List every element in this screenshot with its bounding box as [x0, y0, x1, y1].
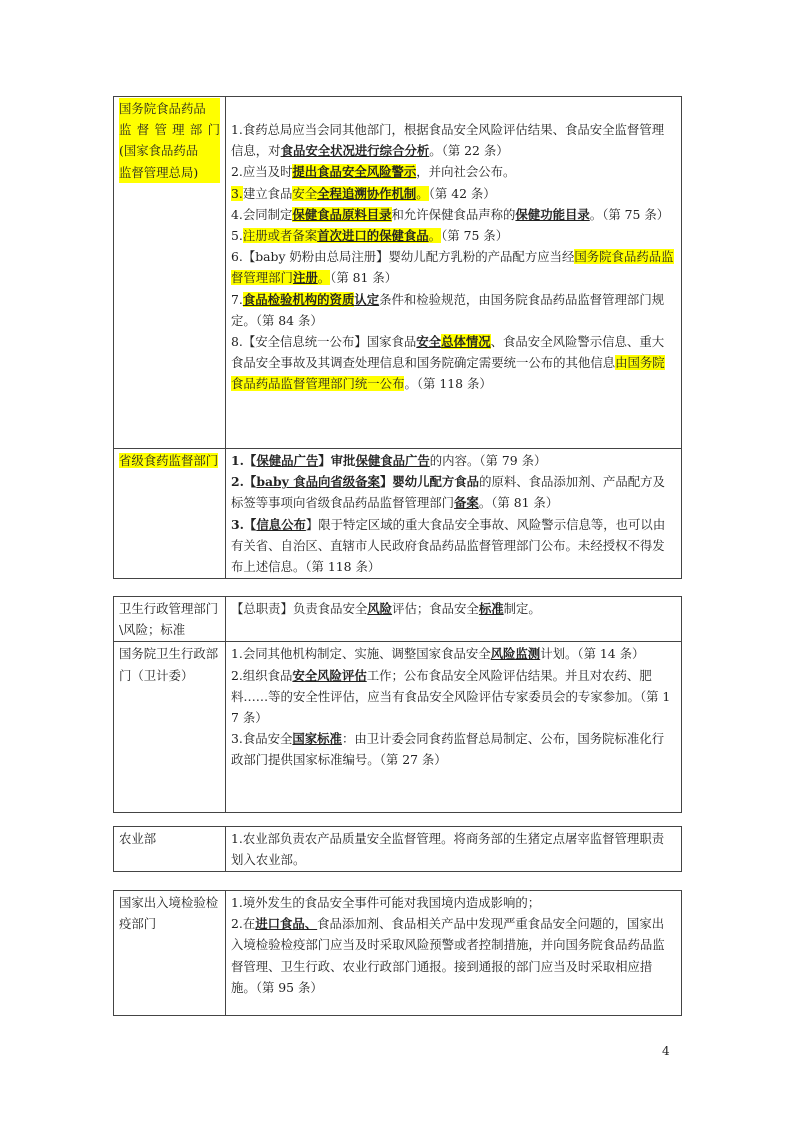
key-phrase: 风险 — [367, 601, 393, 616]
duty-item-7: 7.食品检验机构的资质认定条件和检验规范，由国务院食品药品监督管理部门规定。（第 84 条） — [231, 291, 665, 328]
dept-cell — [114, 827, 226, 872]
key-phrase: 安全 — [416, 334, 442, 350]
table-cfda-provincial — [113, 96, 682, 579]
duties-cell: 【总职责】负责食品安全风险评估；食品安全标准制定。 — [226, 597, 682, 642]
duties-cell — [226, 642, 682, 813]
key-phrase: 国家标准 — [292, 731, 342, 747]
table-inspection-quarantine — [113, 890, 682, 1016]
duty-item-5: 5.注册或者备案首次进口的保健食品。（第 75 条） — [231, 228, 509, 244]
key-phrase: baby 食品向省级备案 — [256, 474, 380, 490]
dept-cell — [114, 642, 226, 813]
duties-cell — [226, 891, 682, 1016]
key-phrase: 认定 — [354, 291, 380, 307]
key-phrase: 总体情况 — [441, 334, 491, 350]
table-row — [114, 642, 682, 813]
table-row — [114, 97, 682, 449]
key-phrase: 全程追溯协作机制 — [317, 185, 417, 201]
key-phrase: 信息公布 — [256, 516, 306, 532]
dept-cell — [114, 597, 226, 642]
duty-item-1: 1.会同其他机构制定、实施、调整国家食品安全风险监测计划。（第 14 条） — [231, 646, 645, 662]
dept-line: 国务院食品药品 — [119, 98, 220, 119]
key-phrase: 风险监测 — [490, 646, 541, 662]
duty-item-1: 1.【保健品广告】审批保健食品广告的内容。（第 79 条） — [231, 453, 547, 468]
key-phrase: 安全风险评估 — [292, 667, 367, 683]
duty-item-1: 1.境外发生的食品安全事件可能对我国境内造成影响的； — [231, 895, 541, 910]
table-health-dept — [113, 596, 682, 813]
page-number: 4 — [662, 1044, 670, 1058]
duty-item-2: 2.组织食品安全风险评估工作；公布食品安全风险评估结果。并且对农药、肥料……等的安全性评估，应当有食品安全风险评估专家委员会的专家参加。（第 17 条） — [231, 667, 671, 726]
dept-label: 省级食药监督部门 — [119, 453, 219, 468]
duty-item-4: 4.会同制定保健食品原料目录和允许保健食品声称的保健功能目录。（第 75 条） — [231, 206, 670, 222]
duty-item-2: 2.在进口食品、食品添加剂、食品相关产品中发现严重食品安全问题的，国家出入境检验检疫部门应当及时采取风险预警或者控制措施，并向国务院食品药品监督管理、卫生行政、农业行政部门通报。接到通报的部门应当及时采取相应措施。（第 95 条） — [231, 916, 665, 995]
duty-item-1: 1.农业部负责农产品质量安全监督管理。将商务部的生猪定点屠宰监督管理职责划入农业部。 — [231, 831, 665, 868]
duties-cell — [226, 97, 682, 449]
dept-label: 卫生行政管理部门\风险；标准 — [119, 601, 219, 638]
key-phrase: 食品安全状况进行综合分析 — [280, 143, 430, 159]
dept-line: 监督管理总局) — [119, 162, 220, 183]
duty-item-8: 8.【安全信息统一公布】国家食品安全总体情况、食品安全风险警示信息、重大食品安全事故及其调查处理信息和国务院确定需要统一公布的其他信息由国务院食品药品监督管理部门统一公布。（第 118 条） — [231, 334, 665, 392]
key-phrase: 食品检验机构的资质 — [242, 291, 355, 307]
key-phrase: 备案 — [454, 495, 479, 511]
key-phrase: 保健品广告 — [256, 453, 319, 468]
table-agriculture — [113, 826, 682, 872]
duty-item-3: 3.食品安全国家标准：由卫计委会同食药监督总局制定、公布，国务院标准化行政部门提供国家标准编号。（第 27 条） — [231, 731, 665, 768]
duty-item-6: 6.【baby 奶粉由总局注册】婴幼儿配方乳粉的产品配方应当经国务院食品药品监督管理部门注册。（第 81 条） — [231, 249, 674, 286]
duty-item-1: 1.食药总局应当会同其他部门，根据食品安全风险评估结果、食品安全监督管理信息，对食品安全状况进行综合分析。（第 22 条） — [231, 122, 665, 159]
key-phrase: 提出食品安全风险警示 — [292, 164, 417, 180]
duty-item-3: 3.【信息公布】限于特定区域的重大食品安全事故、风险警示信息等，也可以由有关省、自治区、直辖市人民政府食品药品监督管理部门公布。未经授权不得发布上述信息。（第 118 条） — [231, 516, 666, 575]
duty-item-2: 2.【baby 食品向省级备案】婴幼儿配方食品的原料、食品添加剂、产品配方及标签等事项向省级食品药品监督管理部门备案。（第 81 条） — [231, 474, 665, 511]
dept-label: 国家出入境检验检疫部门 — [119, 895, 219, 932]
key-phrase: 标准 — [478, 601, 504, 616]
dept-cell — [114, 891, 226, 1016]
duties-cell — [226, 827, 682, 872]
key-phrase: 进口食品、 — [255, 916, 318, 932]
table-row — [114, 449, 682, 579]
key-phrase: 注册 — [292, 270, 318, 286]
dept-label: 国务院卫生行政部门（卫计委） — [119, 646, 219, 683]
key-phrase: 保健食品原料目录 — [292, 206, 392, 222]
duties-cell — [226, 449, 682, 579]
dept-label: 农业部 — [119, 831, 157, 846]
duty-item-2: 2.应当及时提出食品安全风险警示，并向社会公布。 — [231, 164, 516, 180]
dept-line: (国家食品药品 — [119, 140, 220, 161]
dept-cell — [114, 97, 226, 449]
dept-cell — [114, 449, 226, 579]
table-row — [114, 597, 682, 642]
key-phrase: 首次进口的保健食品 — [317, 228, 429, 244]
key-phrase: 保健功能目录 — [515, 206, 590, 222]
table-row — [114, 827, 682, 872]
duty-item-3: 3.建立食品安全全程追溯协作机制。（第 42 条） — [231, 185, 496, 201]
table-row — [114, 891, 682, 1016]
dept-line: 监 督 管 理 部 门 — [119, 119, 220, 140]
key-phrase: 保健食品广告 — [355, 453, 430, 468]
